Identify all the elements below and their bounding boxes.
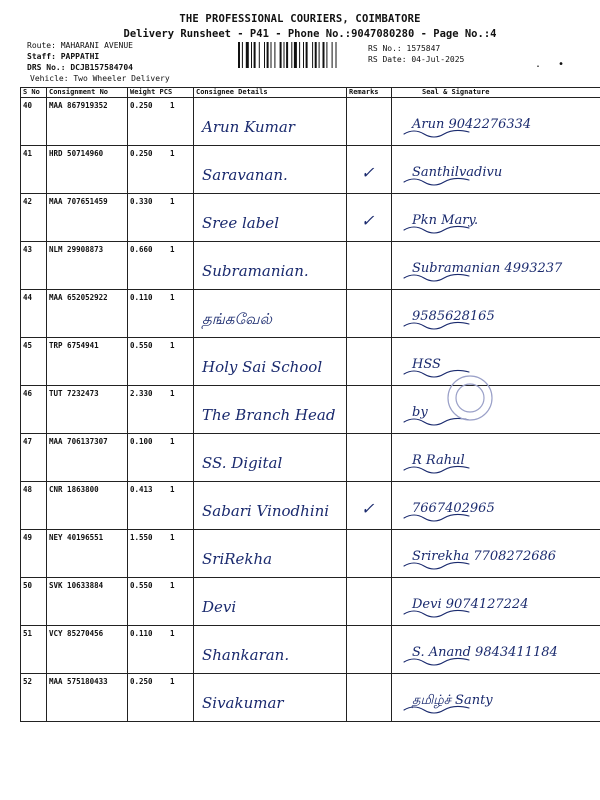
consignment-number: MAA 575180433 <box>47 674 128 722</box>
weight-pcs-cell <box>128 242 194 290</box>
consignee-handwriting: SriRekha <box>202 550 273 568</box>
consignee-handwriting: Sivakumar <box>202 694 284 712</box>
consignment-number: SVK 10633884 <box>47 578 128 626</box>
consignment-number: NEY 40196551 <box>47 530 128 578</box>
barcode-bar <box>315 42 317 68</box>
table-row <box>21 482 600 530</box>
signature-cell <box>392 578 600 626</box>
barcode-bar <box>294 42 297 68</box>
col-consignment: Consignment No <box>47 88 128 98</box>
consignee-cell <box>194 146 347 194</box>
barcode-bar <box>286 42 288 68</box>
remarks-cell <box>347 194 392 242</box>
signature-handwriting: HSS <box>412 357 441 372</box>
pcs-value: 1 <box>170 677 175 686</box>
serial-number: 44 <box>21 290 47 338</box>
table-row <box>21 674 600 722</box>
barcode-bar <box>323 42 325 68</box>
pcs-value: 1 <box>170 293 175 302</box>
consignment-number: NLM 29908873 <box>47 242 128 290</box>
weight-pcs-cell <box>128 578 194 626</box>
pcs-value: 1 <box>170 533 175 542</box>
table-row <box>21 386 600 434</box>
consignee-cell <box>194 98 347 146</box>
consignee-handwriting: Devi <box>202 598 237 616</box>
weight-pcs-cell <box>128 674 194 722</box>
remarks-cell <box>347 626 392 674</box>
serial-number: 51 <box>21 626 47 674</box>
signature-cell <box>392 386 600 434</box>
barcode-bar <box>306 42 308 68</box>
table-row <box>21 530 600 578</box>
consignment-number: CNR 1863800 <box>47 482 128 530</box>
col-remarks: Remarks <box>347 88 392 98</box>
weight-value: 0.550 <box>130 341 153 350</box>
consignee-handwriting: The Branch Head <box>202 406 336 424</box>
consignee-cell <box>194 242 347 290</box>
weight-pcs-cell <box>128 386 194 434</box>
consignee-handwriting: Holy Sai School <box>202 358 323 376</box>
table-row <box>21 290 600 338</box>
col-sno: S No <box>21 88 47 98</box>
signature-handwriting: S. Anand 9843411184 <box>412 645 558 660</box>
pcs-value: 1 <box>170 389 175 398</box>
pcs-value: 1 <box>170 485 175 494</box>
barcode-bar <box>299 42 300 68</box>
col-weight-pcs: Weight PCS <box>128 88 194 98</box>
remarks-cell <box>347 578 392 626</box>
signature-handwriting: Arun 9042276334 <box>412 117 532 132</box>
barcode-bar <box>280 42 282 68</box>
weight-pcs-cell <box>128 194 194 242</box>
barcode-bar <box>259 42 260 68</box>
serial-number: 52 <box>21 674 47 722</box>
serial-number: 43 <box>21 242 47 290</box>
serial-number: 40 <box>21 98 47 146</box>
barcode-bar <box>274 42 275 68</box>
signature-handwriting: Devi 9074127224 <box>412 597 529 612</box>
weight-value: 2.330 <box>130 389 153 398</box>
signature-cell <box>392 146 600 194</box>
signature-handwriting: Srirekha 7708272686 <box>412 549 557 564</box>
signature-handwriting: 9585628165 <box>412 309 495 324</box>
pcs-value: 1 <box>170 629 175 638</box>
pcs-value: 1 <box>170 341 175 350</box>
remarks-cell <box>347 674 392 722</box>
weight-pcs-cell <box>128 482 194 530</box>
barcode-bar <box>254 42 256 68</box>
pcs-value: 1 <box>170 437 175 446</box>
barcode-image <box>238 42 364 68</box>
remarks-cell <box>347 482 392 530</box>
signature-cell <box>392 626 600 674</box>
pcs-value: 1 <box>170 149 175 158</box>
delivery-table <box>20 87 600 722</box>
remarks-cell <box>347 98 392 146</box>
consignment-number: MAA 707651459 <box>47 194 128 242</box>
remarks-cell <box>347 434 392 482</box>
runsheet-title: Delivery Runsheet - P41 - Phone No.:9047080280 - Page No.:4 <box>123 28 497 40</box>
weight-value: 0.660 <box>130 245 153 254</box>
consignee-cell <box>194 386 347 434</box>
consignment-number: MAA 652052922 <box>47 290 128 338</box>
pcs-value: 1 <box>170 581 175 590</box>
remark-tick: ✓ <box>361 211 375 230</box>
signature-handwriting: Pkn Mary. <box>412 213 479 228</box>
barcode-bar <box>336 42 337 68</box>
barcode-bar <box>267 42 269 68</box>
pcs-value: 1 <box>170 197 175 206</box>
remarks-cell <box>347 338 392 386</box>
signature-cell <box>392 242 600 290</box>
company-title: THE PROFESSIONAL COURIERS, COIMBATORE <box>179 13 421 25</box>
consignee-cell <box>194 290 347 338</box>
signature-handwriting: Subramanian 4993237 <box>412 261 563 276</box>
weight-pcs-cell <box>128 530 194 578</box>
serial-number: 41 <box>21 146 47 194</box>
consignment-number: MAA 706137307 <box>47 434 128 482</box>
staff-label: Staff: PAPPATHI <box>27 52 100 61</box>
signature-handwriting: Santhilvadivu <box>412 165 503 180</box>
remark-tick: ✓ <box>361 499 375 518</box>
signature-cell <box>392 290 600 338</box>
remark-tick: ✓ <box>361 163 375 182</box>
consignee-cell <box>194 434 347 482</box>
remarks-cell <box>347 530 392 578</box>
consignment-number: HRD 50714960 <box>47 146 128 194</box>
barcode-bar <box>303 42 304 68</box>
consignee-handwriting: Sree label <box>202 214 279 232</box>
consignee-handwriting: தங்கவேல் <box>202 310 272 328</box>
signature-cell <box>392 482 600 530</box>
serial-number: 48 <box>21 482 47 530</box>
weight-value: 0.550 <box>130 581 153 590</box>
consignee-handwriting: Sabari Vinodhini <box>202 502 330 520</box>
table-row <box>21 434 600 482</box>
table-row <box>21 242 600 290</box>
seal-stamp-inner <box>456 384 484 412</box>
weight-pcs-cell <box>128 626 194 674</box>
signature-cell <box>392 674 600 722</box>
weight-value: 0.330 <box>130 197 153 206</box>
signature-stroke <box>404 418 469 425</box>
barcode-bar <box>271 42 272 68</box>
rs-date: RS Date: 04-Jul-2025 <box>368 55 465 64</box>
ink-dot: • <box>558 59 565 70</box>
weight-value: 0.413 <box>130 485 153 494</box>
consignee-handwriting: Subramanian. <box>202 262 309 280</box>
signature-cell <box>392 194 600 242</box>
consignee-cell <box>194 482 347 530</box>
consignee-cell <box>194 578 347 626</box>
weight-value: 0.110 <box>130 629 153 638</box>
consignee-handwriting: Arun Kumar <box>202 118 295 136</box>
barcode-bar <box>242 42 243 68</box>
pcs-value: 1 <box>170 101 175 110</box>
weight-pcs-cell <box>128 98 194 146</box>
remarks-cell <box>347 290 392 338</box>
serial-number: 47 <box>21 434 47 482</box>
table-row <box>21 578 600 626</box>
barcode-bar <box>284 42 285 68</box>
weight-value: 0.250 <box>130 677 153 686</box>
serial-number: 50 <box>21 578 47 626</box>
weight-value: 0.110 <box>130 293 153 302</box>
consignee-cell <box>194 626 347 674</box>
drs-label: DRS No.: DCJB157584704 <box>27 63 133 72</box>
consignee-cell <box>194 530 347 578</box>
signature-handwriting: R Rahul <box>412 453 465 468</box>
remarks-cell <box>347 242 392 290</box>
weight-value: 0.100 <box>130 437 153 446</box>
weight-pcs-cell <box>128 290 194 338</box>
runsheet-header <box>0 0 600 90</box>
table-row <box>21 98 600 146</box>
barcode-bar <box>326 42 327 68</box>
barcode-bar <box>291 42 292 68</box>
pcs-value: 1 <box>170 245 175 254</box>
consignee-handwriting: SS. Digital <box>202 454 283 472</box>
signature-cell <box>392 98 600 146</box>
weight-pcs-cell <box>128 338 194 386</box>
consignee-cell <box>194 338 347 386</box>
weight-value: 0.250 <box>130 101 153 110</box>
consignment-number: MAA 867919352 <box>47 98 128 146</box>
serial-number: 49 <box>21 530 47 578</box>
remarks-cell <box>347 146 392 194</box>
consignee-handwriting: Shankaran. <box>202 646 290 664</box>
barcode-bar <box>246 42 249 68</box>
signature-cell <box>392 338 600 386</box>
signature-handwriting: by <box>412 405 428 420</box>
table-row <box>21 338 600 386</box>
consignee-cell <box>194 194 347 242</box>
consignment-number: TRP 6754941 <box>47 338 128 386</box>
serial-number: 45 <box>21 338 47 386</box>
table-row <box>21 626 600 674</box>
serial-number: 42 <box>21 194 47 242</box>
consignee-handwriting: Saravanan. <box>202 166 288 184</box>
signature-cell <box>392 434 600 482</box>
rs-number: RS No.: 1575847 <box>368 44 441 53</box>
consignment-number: TUT 7232473 <box>47 386 128 434</box>
barcode-bar <box>264 42 265 68</box>
signature-cell <box>392 530 600 578</box>
signature-handwriting: 7667402965 <box>412 501 495 516</box>
table-row <box>21 146 600 194</box>
route-label: Route: MAHARANI AVENUE <box>27 41 133 50</box>
vehicle-label: Vehicle: Two Wheeler Delivery <box>30 74 170 83</box>
col-signature: Seal & Signature <box>392 88 600 98</box>
serial-number: 46 <box>21 386 47 434</box>
barcode-bar <box>251 42 252 68</box>
barcode-bar <box>332 42 333 68</box>
table-header-row <box>21 88 600 98</box>
barcode-bar <box>238 42 240 68</box>
ink-dot: . <box>535 59 542 70</box>
remarks-cell <box>347 386 392 434</box>
signature-handwriting: தமிழ்ச் Santy <box>412 693 493 708</box>
consignment-number: VCY 85270456 <box>47 626 128 674</box>
weight-value: 0.250 <box>130 149 153 158</box>
barcode-bar <box>319 42 320 68</box>
consignee-cell <box>194 674 347 722</box>
col-consignee: Consignee Details <box>194 88 347 98</box>
weight-pcs-cell <box>128 146 194 194</box>
weight-pcs-cell <box>128 434 194 482</box>
barcode-bar <box>312 42 313 68</box>
table-row <box>21 194 600 242</box>
weight-value: 1.550 <box>130 533 153 542</box>
